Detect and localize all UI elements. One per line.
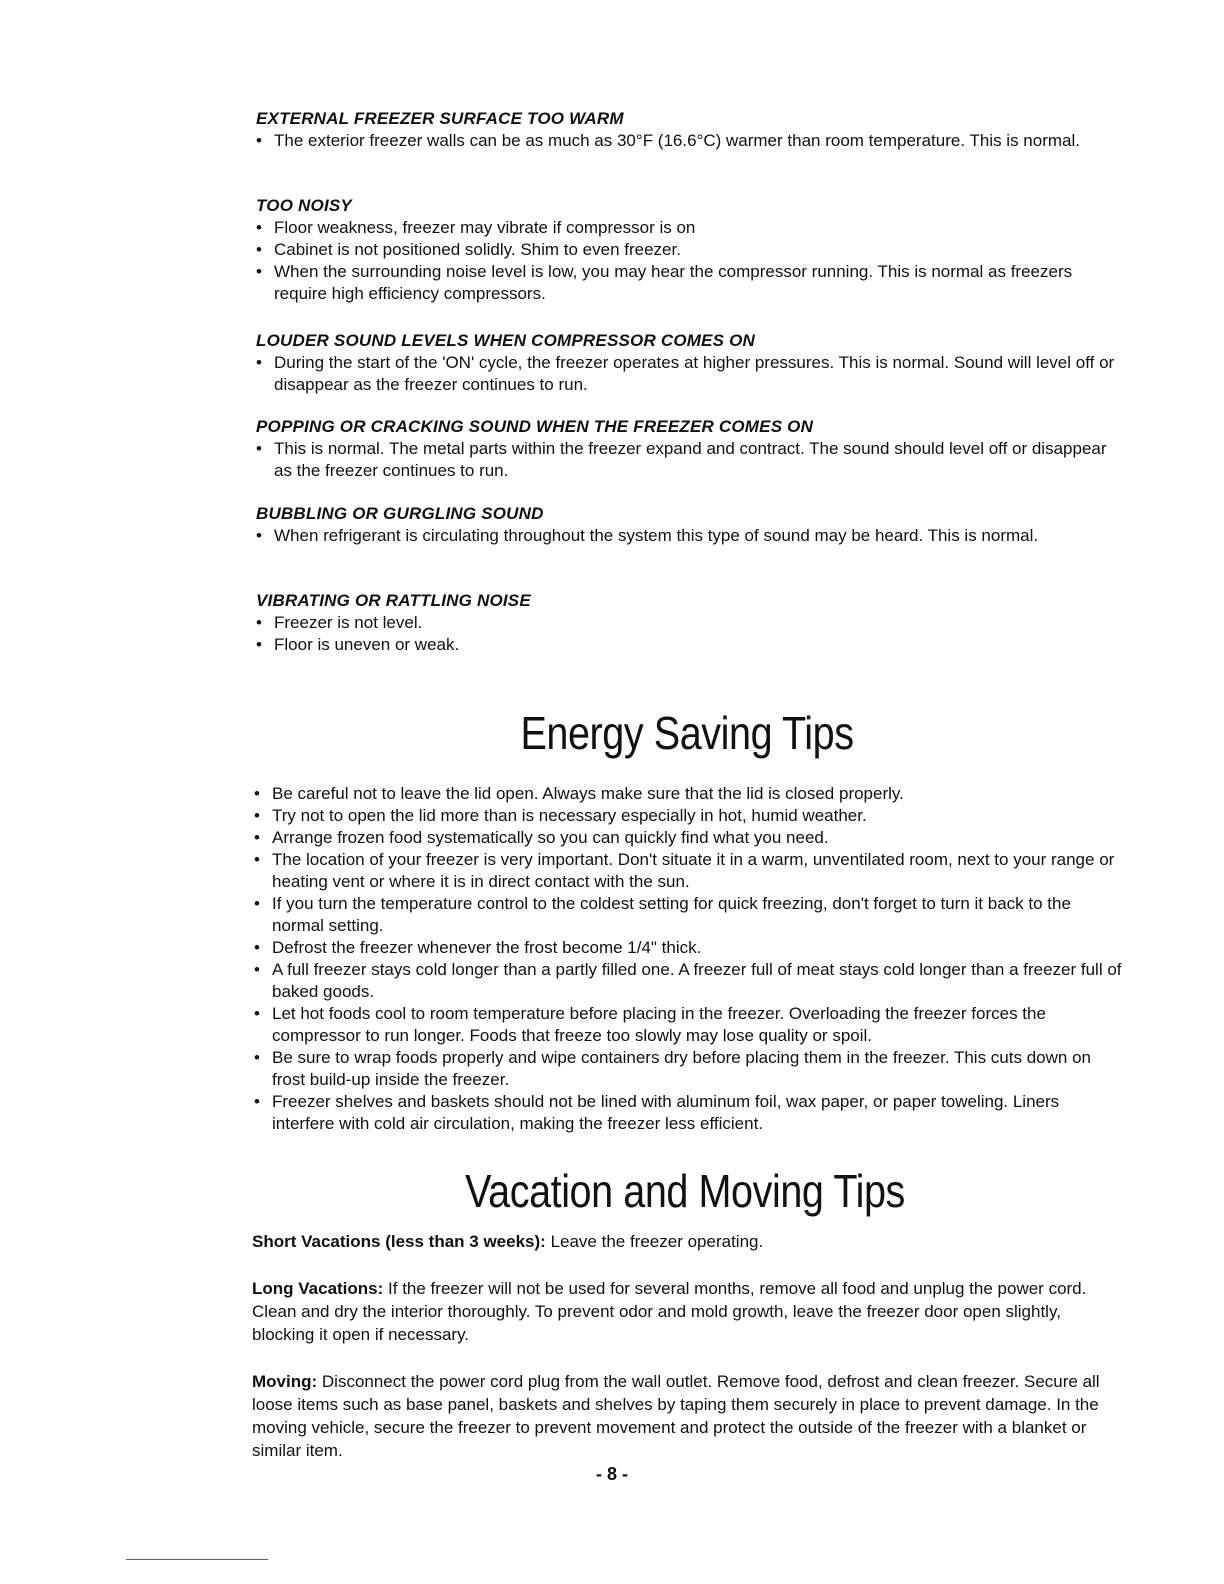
energy-tips-list [254, 783, 1124, 1135]
bullet-item: • During the start of the 'ON' cycle, the freezer operates at higher pressures. This is normal. Sound will level off or disappear as the freezer continues to run. [256, 352, 1126, 396]
trouble-section-bubbling [256, 503, 1126, 547]
energy-tip-item: • Be sure to wrap foods properly and wipe containers dry before placing them in the freezer. This cuts down on frost build-up inside the freezer. [254, 1047, 1124, 1091]
bullet-item: • Cabinet is not positioned solidly. Shim to even freezer. [256, 239, 1126, 261]
trouble-section-louder-sound [256, 330, 1126, 396]
short-vacations-paragraph [252, 1230, 1112, 1253]
bullet-list [256, 438, 1126, 482]
section-heading: POPPING OR CRACKING SOUND WHEN THE FREEZER COMES ON [256, 417, 814, 436]
energy-tip-item: • If you turn the temperature control to the coldest setting for quick freezing, don't forget to turn it back to the normal setting. [254, 893, 1124, 937]
page-number: - 8 - [595, 1464, 628, 1484]
moving-label: Moving: [252, 1372, 318, 1391]
trouble-section-popping [256, 416, 1126, 482]
trouble-section-too-noisy [256, 195, 1126, 305]
bullet-list [256, 217, 1126, 305]
trouble-section-external-surface [256, 108, 1126, 152]
short-vacations-text: Leave the freezer operating. [550, 1232, 764, 1251]
energy-tip-item: • Try not to open the lid more than is necessary especially in hot, humid weather. [254, 805, 1124, 827]
bullet-list [256, 130, 1126, 152]
bullet-item: • Floor is uneven or weak. [256, 634, 1126, 656]
section-heading: LOUDER SOUND LEVELS WHEN COMPRESSOR COMES ON [256, 331, 756, 350]
moving-paragraph [252, 1370, 1112, 1462]
bullet-list [256, 352, 1126, 396]
section-heading: VIBRATING OR RATTLING NOISE [256, 591, 531, 610]
section-heading: BUBBLING OR GURGLING SOUND [256, 504, 544, 523]
vacation-tips-title: Vacation and Moving Tips [465, 1165, 905, 1217]
section-heading: EXTERNAL FREEZER SURFACE TOO WARM [256, 109, 624, 128]
bullet-item: • This is normal. The metal parts within the freezer expand and contract. The sound should level off or disappear as the freezer continues to run. [256, 438, 1126, 482]
energy-tip-item: • The location of your freezer is very important. Don't situate it in a warm, unventilated room, next to your range or heating vent or where it is in direct contact with the sun. [254, 849, 1124, 893]
bullet-item: • Freezer is not level. [256, 612, 1126, 634]
energy-tip-item: • Let hot foods cool to room temperature before placing in the freezer. Overloading the freezer forces the compressor to run longer. Foods that freeze too slowly may lose quality or spoil. [254, 1003, 1124, 1047]
bullet-item: • When the surrounding noise level is low, you may hear the compressor running. This is normal as freezers require high efficiency compressors. [256, 261, 1126, 305]
energy-tip-item: • Defrost the freezer whenever the frost become 1/4" thick. [254, 937, 1124, 959]
energy-tip-item: • Arrange frozen food systematically so you can quickly find what you need. [254, 827, 1124, 849]
short-vacations-label: Short Vacations (less than 3 weeks): [252, 1232, 546, 1251]
long-vacations-paragraph [252, 1277, 1112, 1346]
section-heading: TOO NOISY [256, 196, 352, 215]
bullet-list [256, 612, 1126, 656]
footer-rule [126, 1559, 268, 1560]
moving-text: Disconnect the power cord plug from the wall outlet. Remove food, defrost and clean freezer. Secure all loose items such as base panel, baskets and shelves by taping them securely in place to prevent damage. In the moving vehicle, secure the freezer to prevent movement and protect the outside of the freezer with a blanket or similar item. [252, 1372, 1100, 1460]
bullet-item: • Floor weakness, freezer may vibrate if compressor is on [256, 217, 1126, 239]
energy-tip-item: • Be careful not to leave the lid open. Always make sure that the lid is closed properly. [254, 783, 1124, 805]
bullet-list [256, 525, 1126, 547]
trouble-section-vibrating [256, 590, 1126, 656]
long-vacations-text: If the freezer will not be used for several months, remove all food and unplug the power cord. Clean and dry the interior thoroughly. To prevent odor and mold growth, leave the freezer door open slightly, blocking it open if necessary. [252, 1279, 1087, 1344]
energy-tip-item: • A full freezer stays cold longer than a partly filled one. A freezer full of meat stays cold longer than a freezer full of baked goods. [254, 959, 1124, 1003]
bullet-item: • When refrigerant is circulating throughout the system this type of sound may be heard. This is normal. [256, 525, 1126, 547]
long-vacations-label: Long Vacations: [252, 1279, 384, 1298]
bullet-item: • The exterior freezer walls can be as much as 30°F (16.6°C) warmer than room temperature. This is normal. [256, 130, 1126, 152]
energy-tip-item: • Freezer shelves and baskets should not be lined with aluminum foil, wax paper, or paper toweling. Liners interfere with cold air circulation, making the freezer less efficient. [254, 1091, 1124, 1135]
energy-tips-title: Energy Saving Tips [520, 707, 854, 759]
